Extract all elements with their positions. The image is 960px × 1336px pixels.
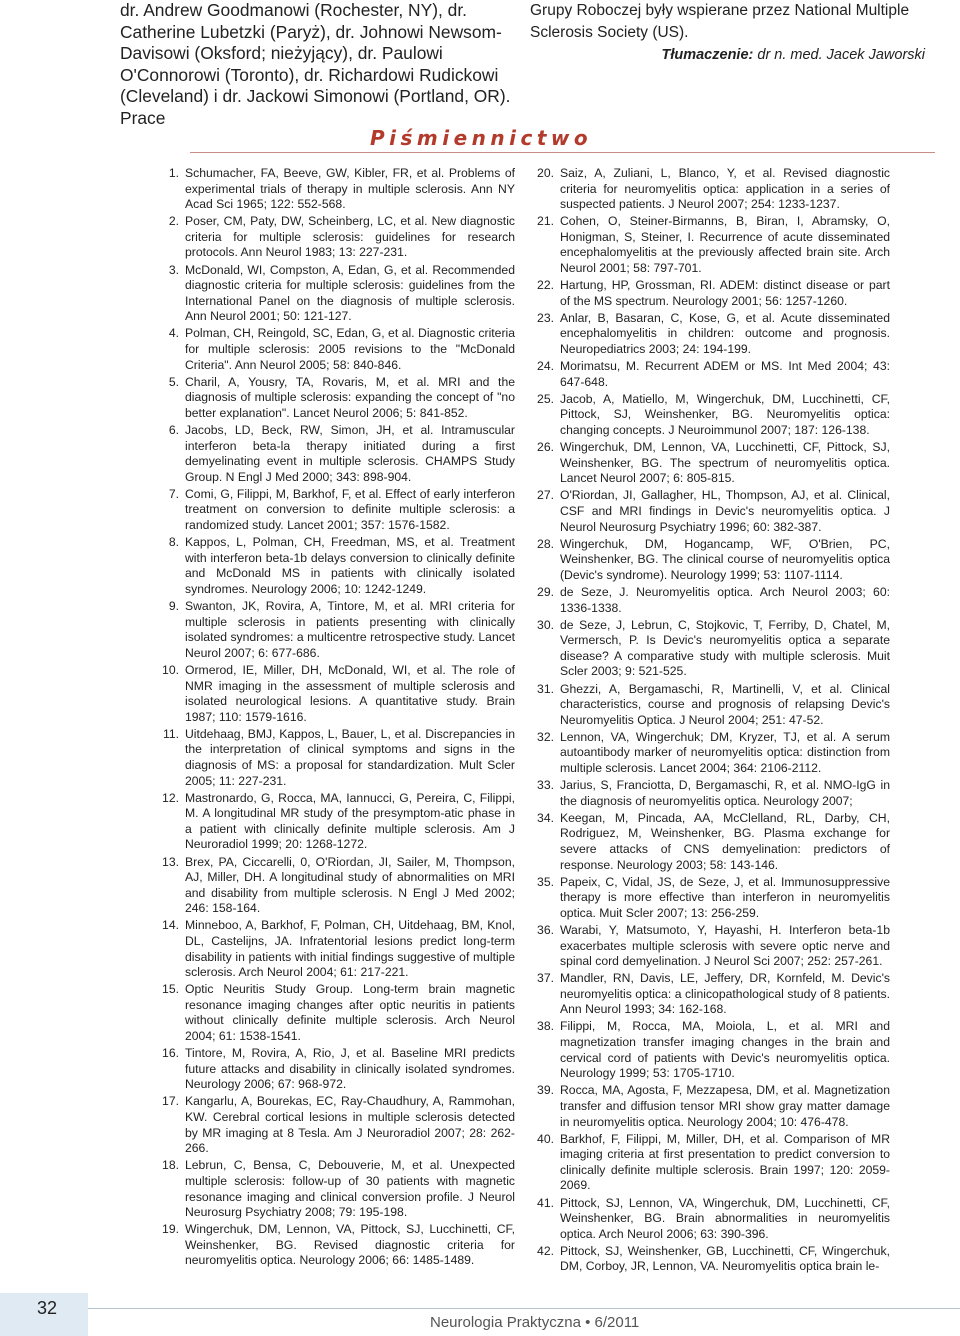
section-heading-references: Piśmiennictwo [370,126,593,150]
reference-number: 5. [168,374,179,389]
reference-item [525,359,890,390]
reference-number: 29. [537,584,554,599]
reference-text: Morimatsu, M. Recurrent ADEM or MS. Int Med 2004; 43: 647-648. [560,359,890,389]
reference-item [150,535,515,597]
reference-number: 31. [537,681,554,696]
reference-text: Lebrun, C, Bensa, C, Debouverie, M, et al. Unexpected multiple sclerosis: follow-up of 30 patients with magnetic resonance imaging and clinical conversion profile. J Neurol Neurosurg Psychiatry 2008; 79: 195-198. [185,1158,515,1220]
reference-number: 41. [537,1195,554,1210]
reference-item [525,537,890,584]
reference-text: Jacobs, LD, Beck, RW, Simon, JH, et al. Intramuscular interferon beta-la therapy initiated during a first demyelinating event in multiple sclerosis. CHAMPS Study Group. N Engl J Med 2000; 343: 898-904. [185,423,515,484]
footer-divider [88,1308,960,1309]
reference-text: Wingerchuk, DM, Lennon, VA, Lucchinetti, CF, Pittock, SJ, Weinshenker, BG. The spectrum of neuromyelitis optica. Lancet Neurol 2007; 6: 805-815. [560,440,890,486]
reference-number: 42. [537,1243,554,1258]
reference-number: 12. [162,790,179,805]
reference-item [525,311,890,358]
reference-item [525,811,890,873]
reference-number: 4. [168,326,179,341]
reference-item [150,1046,515,1093]
acknowledgement-text-continued [120,0,520,129]
reference-number: 22. [537,278,554,293]
references-column-right [525,166,890,1276]
reference-item [150,599,515,661]
reference-number: 8. [168,535,179,550]
reference-text: Pittock, SJ, Lennon, VA, Wingerchuk, DM, Lucchinetti, CF, Weinshenker, BG. Brain abnormalities in neuromyelitis optica. Arch Neurol 2006; 63: 390-396. [560,1195,890,1241]
reference-text: Barkhof, F, Filippi, M, Miller, DH, et al. Comparison of MR imaging criteria at first presentation to predict conversion to clinically definite multiple sclerosis. Brain 1997; 120: 2059-2069. [560,1131,890,1193]
reference-text: Saiz, A, Zuliani, L, Blanco, Y, et al. Revised diagnostic criteria for neuromyelitis optica: application in a series of suspected patients. J Neurol 2007; 254: 1233-1237. [560,166,890,212]
reference-item [525,392,890,439]
reference-text: Cohen, O, Steiner-Birmanns, B, Biran, I, Abramsky, O, Honigman, S, Steiner, I. Recurrence of acute disseminated encephalomyelitis at the previously affected brain site. Arch Neurol 2001; 58: 797-701. [560,214,890,276]
translator-label: Tłumaczenie: [661,47,754,63]
reference-text: de Seze, J, Lebrun, C, Stojkovic, T, Ferriby, D, Chatel, M, Vermersch, P. Is Devic's neuromyelitis optica a separate disease? A comparative study with multiple sclerosis. Muit Scler 2003; 9: 521-525. [560,617,890,679]
reference-text: Brex, PA, Ciccarelli, 0, O'Riordan, JI, Sailer, M, Thompson, AJ, Miller, DH. A longitudinal study of abnormalities on MRI and disability from multiple sclerosis. N Engl J Med 2002; 246: 158-164. [185,854,515,916]
reference-item [150,214,515,261]
reference-item [150,375,515,422]
reference-number: 40. [537,1131,554,1146]
reference-text: Ormerod, IE, Miller, DH, McDonald, WI, et al. The role of NMR imaging in the assessment of multiple sclerosis and isolated neurological lesions. A quantitative study. Brain 1987; 110: 1579-1616. [185,662,515,724]
heading-divider [190,152,935,153]
reference-number: 11. [162,726,179,741]
reference-number: 26. [537,440,554,455]
page-number: 32 [37,1298,58,1318]
reference-item [150,166,515,213]
reference-number: 39. [537,1083,554,1098]
reference-number: 23. [537,310,554,325]
reference-text: Lennon, VA, Wingerchuk; DM, Kryzer, TJ, et al. A serum autoantibody marker of neuromyelitis optica: distinction from multiple sclerosis. Lancet 2004; 364: 2106-2112. [560,729,890,775]
reference-text: Kangarlu, A, Bourekas, EC, Ray-Chaudhury, A, Rammohan, KW. Cerebral cortical lesions in multiple sclerosis detected by MR imaging at 8 Tesla. Am J Neuroradiol 2007; 28: 262-266. [185,1094,515,1156]
reference-text: Jarius, S, Franciotta, D, Bergamaschi, R, et al. NMO-IgG in the diagnosis of neuromyelitis optica. Neurology 2007; [560,778,890,808]
reference-item [525,440,890,487]
reference-item [150,663,515,725]
reference-item [150,263,515,325]
funding-paragraph: Grupy Roboczej były wspierane przez National Multiple Sclerosis Society (US). [530,2,910,41]
reference-text: Mandler, RN, Davis, LE, Jeffery, DR, Kornfeld, M. Devic's neuromyelitis optica: a clinicopathological study of 8 patients. Ann Neurol 1993; 34: 162-168. [560,971,890,1017]
reference-text: Pittock, SJ, Weinshenker, GB, Lucchinetti, CF, Wingerchuk, DM, Corboy, JR, Lennon, VA. Neuromyelitis optica brain le- [560,1243,890,1274]
reference-number: 14. [162,918,179,933]
reference-item [525,618,890,680]
reference-number: 13. [162,854,179,869]
reference-number: 19. [162,1222,179,1237]
reference-item [525,166,890,213]
references-column-left [150,166,515,1270]
reference-text: Schumacher, FA, Beeve, GW, Kibler, FR, et al. Problems of experimental trials of therapy in multiple sclerosis. Ann NY Acad Sci 1965; 122: 552-568. [185,166,515,212]
reference-text: Filippi, M, Rocca, MA, Moiola, L, et al. MRI and magnetization transfer imaging changes in the brain and cervical cord of patients with Devic's neuromyelitis optica. Neurology 1999; 53: 1705-1710. [560,1019,890,1081]
reference-text: Papeix, C, Vidal, JS, de Seze, J, et al. Immunosuppressive therapy is more effective than interferon in neuromyelitis optica. Muit Scler 2007; 13: 256-259. [560,874,890,920]
reference-item [525,1083,890,1130]
reference-number: 6. [168,423,179,437]
reference-text: Uitdehaag, BMJ, Kappos, L, Bauer, L, et al. Discrepancies in the interpretation of clinical symptoms and signs in the diagnosis of MS: a proposal for standardization. Mult Scler 2005; 11: 227-231. [185,726,515,788]
reference-item [525,875,890,922]
reference-number: 16. [162,1046,179,1061]
reference-number: 25. [537,391,554,406]
reference-number: 3. [168,262,179,277]
reference-text: de Seze, J. Neuromyelitis optica. Arch Neurol 2003; 60: 1336-1338. [560,584,890,615]
reference-number: 38. [537,1019,554,1034]
reference-item [150,982,515,1044]
reference-text: Swanton, JK, Rovira, A, Tintore, M, et al. MRI criteria for multiple sclerosis in patients presenting with clinically isolated syndromes: a multicentre retrospective study. Lancet Neurol 2007; 6: 677-686. [185,599,515,660]
reference-number: 15. [162,982,179,997]
reference-item [525,778,890,809]
reference-text: Optic Neuritis Study Group. Long-term brain magnetic resonance imaging changes after optic neuritis in patients without clinically definite multiple sclerosis. Arch Neurol 2004; 61: 1538-1541. [185,982,515,1044]
reference-item [150,918,515,980]
reference-item [150,487,515,534]
reference-item [525,923,890,970]
reference-text: Poser, CM, Paty, DW, Scheinberg, LC, et al. New diagnostic criteria for multiple sclerosis: guidelines for research protocols. Ann Neurol 1983; 13: 227-231. [185,214,515,260]
translator-line [530,45,925,67]
reference-text: Mastronardo, G, Rocca, MA, Iannucci, G, Pereira, C, Filippi, M. A longitudinal MR study of the presymptom-atic phase in a patient with clinically definite multiple sclerosis. Am J Neuroradiol 1999; 20: 1268-1272. [185,790,515,852]
reference-item [525,1196,890,1243]
acknowledgement-paragraph: dr. Andrew Goodmanowi (Rochester, NY), dr. Catherine Lubetzki (Paryż), dr. Johnowi Newsom-Davisowi (Oksford; nieżyjący), dr. Paulowi O'Connorowi (Toronto), dr. Richardowi Rudickowi (Cleveland) i dr. Jackowi Simonowi (Portland, OR). Prace [120,0,511,128]
reference-number: 28. [537,536,554,551]
reference-text: Polman, CH, Reingold, SC, Edan, G, et al. Diagnostic criteria for multiple sclerosis: 2005 revisions to the "McDonald Criteria". Ann Neurol 2005; 58: 840-846. [185,326,515,372]
reference-item [525,1244,890,1275]
reference-number: 9. [168,599,179,614]
reference-item [525,488,890,535]
reference-text: Keegan, M, Pincada, AA, McClelland, RL, Darby, CH, Rodriguez, M, Weinshenker, BG. Plasma exchange for severe attacks of CNS demyelination: predictors of response. Neurology 2003; 58: 143-146. [560,810,890,872]
reference-text: Comi, G, Filippi, M, Barkhof, F, et al. Effect of early interferon treatment on conversion to definite multiple sclerosis: a randomized study. Lancet 2001; 357: 1576-1582. [185,486,515,533]
reference-number: 30. [537,617,554,632]
reference-text: Jacob, A, Matiello, M, Wingerchuk, DM, Lucchinetti, CF, Pittock, SJ, Weinshenker, BG. Neuromyelitis optica: changing concepts. J Neuroimmunol 2007; 187: 126-138. [560,391,890,437]
reference-text: Kappos, L, Polman, CH, Freedman, MS, et al. Treatment with interferon beta-1b delays conversion to clinically definite and McDonald MS in patients with clinically isolated syndromes. Neurology 2006; 10: 1242-1249. [185,535,515,596]
reference-text: Minneboo, A, Barkhof, F, Polman, CH, Uitdehaag, BM, Knol, DL, Castelijns, JA. Infratentorial lesions predict long-term disability in patients with initial findings suggestive of multiple sclerosis. Arch Neurol 2004; 61: 217-221. [185,918,515,980]
reference-number: 18. [162,1158,179,1173]
reference-item [150,855,515,917]
reference-item [525,971,890,1018]
reference-item [525,730,890,777]
reference-number: 33. [537,778,554,793]
reference-number: 21. [537,214,554,229]
reference-text: Rocca, MA, Agosta, F, Mezzapesa, DM, et al. Magnetization transfer and diffusion tensor MRI show gray matter damage in neuromyelitis optica. Neurology 2004; 10: 476-478. [560,1083,890,1129]
reference-number: 7. [168,486,179,501]
reference-number: 36. [537,922,554,937]
reference-text: Charil, A, Yousry, TA, Rovaris, M, et al. MRI and the diagnosis of multiple sclerosis: expanding the concept of "no better explanation". Lancet Neurol 2006; 5: 841-852. [185,374,515,420]
reference-item [525,1132,890,1194]
reference-text: Ghezzi, A, Bergamaschi, R, Martinelli, V, et al. Clinical characteristics, course and prognosis of relapsing Devic's Neuromyelitis Optica. J Neurol 2004; 251: 47-52. [560,681,890,727]
reference-item [525,214,890,276]
reference-item [150,727,515,789]
reference-item [150,1158,515,1220]
reference-item [525,278,890,309]
reference-text: Tintore, M, Rovira, A, Rio, J, et al. Baseline MRI predicts future attacks and disability in clinically isolated syndromes. Neurology 2006; 67: 968-972. [185,1046,515,1092]
translator-name: dr n. med. Jacek Jaworski [757,47,925,63]
funding-text [530,0,925,67]
reference-item [150,1094,515,1156]
reference-item [525,1019,890,1081]
reference-text: O'Riordan, JI, Gallagher, HL, Thompson, AJ, et al. Clinical, CSF and MRI findings in Devic's neuromyelitis optica. J Neurol Neurosurg Psychiatry 1996; 60: 382-387. [560,488,890,534]
reference-text: McDonald, WI, Compston, A, Edan, G, et al. Recommended diagnostic criteria for multiple sclerosis: guidelines from the International Panel on the diagnosis of multiple sclerosis. Ann Neurol 2001; 50: 121-127. [185,262,515,324]
reference-item [525,585,890,616]
reference-number: 27. [537,488,554,503]
reference-item [150,326,515,373]
reference-number: 1. [168,166,179,180]
reference-item [150,791,515,853]
reference-number: 24. [537,359,554,374]
reference-number: 32. [537,729,554,744]
reference-text: Wingerchuk, DM, Lennon, VA, Pittock, SJ, Lucchinetti, CF, Weinshenker, BG. Revised diagnostic criteria for neuromyelitis optica. Neurology 2006; 66: 1485-1489. [185,1222,515,1268]
reference-number: 17. [162,1094,179,1109]
reference-number: 10. [162,662,179,677]
reference-text: Wingerchuk, DM, Hogancamp, WF, O'Brien, PC, Weinshenker, BG. The clinical course of neuromyelitis optica (Devic's syndrome). Neurology 1999; 53: 1107-1114. [560,536,890,582]
reference-number: 37. [537,971,554,986]
reference-number: 20. [537,166,554,180]
reference-text: Hartung, HP, Grossman, RI. ADEM: distinct disease or part of the MS spectrum. Neurology 2001; 56: 1257-1260. [560,278,890,308]
reference-number: 34. [537,810,554,825]
journal-footer: Neurologia Praktyczna • 6/2011 [430,1314,640,1331]
reference-item [150,423,515,485]
reference-text: Warabi, Y, Matsumoto, Y, Hayashi, H. Interferon beta-1b exacerbates multiple sclerosis with severe optic nerve and spinal cord demyelination. J Neurol Sci 2007; 252: 257-261. [560,922,890,969]
reference-number: 35. [537,874,554,889]
reference-item [150,1222,515,1269]
reference-number: 2. [168,214,179,229]
reference-text: Anlar, B, Basaran, C, Kose, G, et al. Acute disseminated encephalomyelitis in children: outcome and prognosis. Neuropediatrics 2003; 24: 194-199. [560,310,890,357]
reference-item [525,682,890,729]
